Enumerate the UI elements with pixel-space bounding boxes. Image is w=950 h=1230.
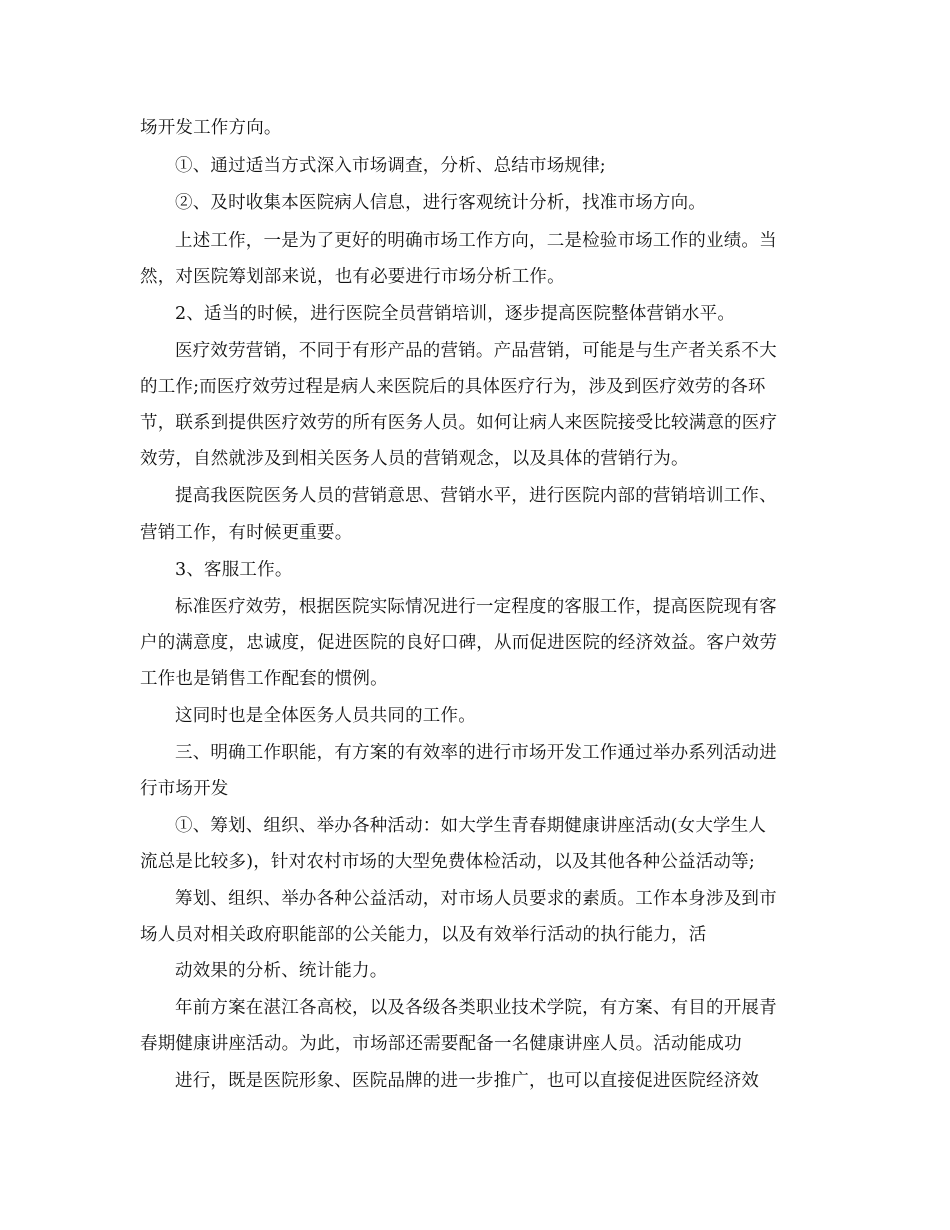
text-line: ①、通过适当方式深入市场调查，分析、总结市场规律; (175, 156, 606, 176)
text-line: 标准医疗效劳，根据医院实际情况进行一定程度的客服工作，提高医院现有客 (175, 597, 777, 617)
text-line: 这同时也是全体医务人员共同的工作。 (175, 706, 476, 726)
text-line: 然，对医院筹划部来说，也有必要进行市场分析工作。 (140, 267, 565, 287)
text-line: 场人员对相关政府职能部的公关能力，以及有效举行活动的执行能力，活 (140, 925, 707, 945)
text-line: 3、客服工作。 (175, 560, 293, 580)
text-line: 筹划、组织、举办各种公益活动，对市场人员要求的素质。工作本身涉及到市 (175, 889, 777, 909)
text-line: 进行，既是医院形象、医院品牌的进一步推广，也可以直接促进医院经济效 (175, 1071, 760, 1091)
text-line: 上述工作，一是为了更好的明确市场工作方向，二是检验市场工作的业绩。当 (175, 231, 777, 251)
text-line: 场开发工作方向。 (140, 118, 282, 138)
text-line: 年前方案在湛江各高校，以及各级各类职业技术学院，有方案、有目的开展青 (175, 998, 777, 1018)
text-line: 营销工作，有时候更重要。 (140, 523, 353, 543)
text-line: 户的满意度，忠诚度，促进医院的良好口碑，从而促进医院的经济效益。客户效劳 (140, 633, 778, 653)
text-line: 工作也是销售工作配套的惯例。 (140, 669, 388, 689)
text-line: 节，联系到提供医疗效劳的所有医务人员。如何让病人来医院接受比较满意的医疗 (140, 413, 778, 433)
text-line: 提高我医院医务人员的营销意思、营销水平，进行医院内部的营销培训工作、 (175, 486, 777, 506)
text-line: 2、适当的时候，进行医院全员营销培训，逐步提高医院整体营销水平。 (175, 304, 736, 324)
text-line: 三、明确工作职能，有方案的有效率的进行市场开发工作通过举办系列活动进 (175, 743, 777, 763)
text-line: 效劳，自然就涉及到相关医务人员的营销观念，以及具体的营销行为。 (140, 449, 689, 469)
text-line: 动效果的分析、统计能力。 (175, 961, 388, 981)
text-line: 医疗效劳营销，不同于有形产品的营销。产品营销，可能是与生产者关系不大 (175, 341, 777, 361)
text-line: 的工作;而医疗效劳过程是病人来医院后的具体医疗行为，涉及到医疗效劳的各环 (140, 377, 766, 397)
text-line: 春期健康讲座活动。为此，市场部还需要配备一名健康讲座人员。活动能成功 (140, 1034, 742, 1054)
text-line: 流总是比较多)，针对农村市场的大型免费体检活动，以及其他各种公益活动等; (140, 852, 755, 872)
text-line: ②、及时收集本医院病人信息，进行客观统计分析，找准市场方向。 (175, 193, 706, 213)
text-line: 行市场开发 (140, 779, 229, 799)
text-line: ①、筹划、组织、举办各种活动：如大学生青春期健康讲座活动(女大学生人 (175, 816, 767, 836)
